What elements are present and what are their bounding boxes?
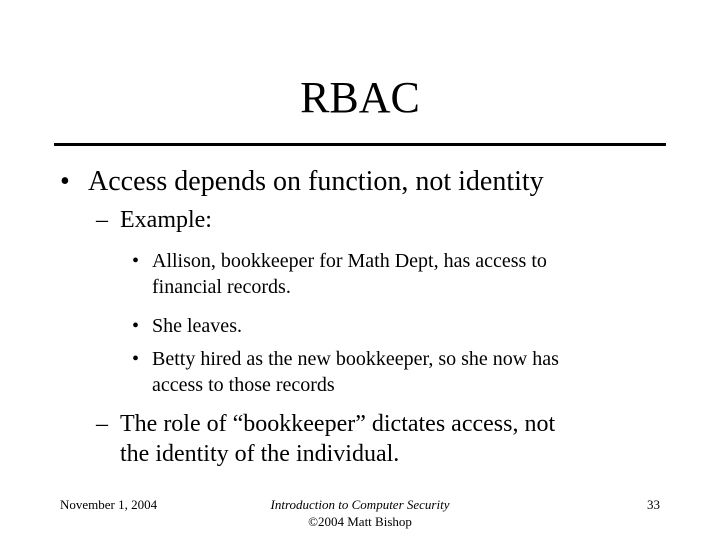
footer-copyright: ©2004 Matt Bishop [308, 514, 412, 529]
bullet-text-line: financial records. [152, 276, 291, 298]
bullet-level2 [96, 410, 656, 468]
footer-date: November 1, 2004 [60, 497, 158, 512]
bullet-text: Access depends on function, not identity [88, 166, 544, 197]
footer-course-title: Introduction to Computer Security [270, 497, 450, 512]
bullet-text-line: The role of “bookkeeper” dictates access, not [120, 411, 556, 437]
dash-marker: – [96, 207, 108, 233]
bullet-marker: • [132, 315, 140, 337]
bullet-level3 [132, 346, 672, 398]
bullet-marker: • [132, 250, 140, 272]
dash-marker: – [96, 411, 108, 437]
title-divider [54, 143, 666, 146]
bullet-text-line: Allison, bookkeeper for Math Dept, has access to [152, 250, 547, 272]
bullet-level3 [132, 313, 672, 339]
page-number: 33 [647, 497, 660, 512]
bullet-text-line: the identity of the individual. [120, 441, 400, 467]
bullet-marker: • [60, 166, 70, 197]
bullet-text-line: Betty hired as the new bookkeeper, so she now has [152, 348, 559, 370]
bullet-text-line: access to those records [152, 374, 335, 396]
bullet-level1 [60, 166, 680, 198]
bullet-level3 [132, 248, 672, 300]
bullet-text: She leaves. [152, 315, 242, 337]
bullet-level2 [96, 206, 656, 234]
footer-course [230, 496, 490, 530]
bullet-marker: • [132, 348, 140, 370]
bullet-text: Example: [120, 207, 212, 233]
slide-title: RBAC [300, 73, 420, 122]
